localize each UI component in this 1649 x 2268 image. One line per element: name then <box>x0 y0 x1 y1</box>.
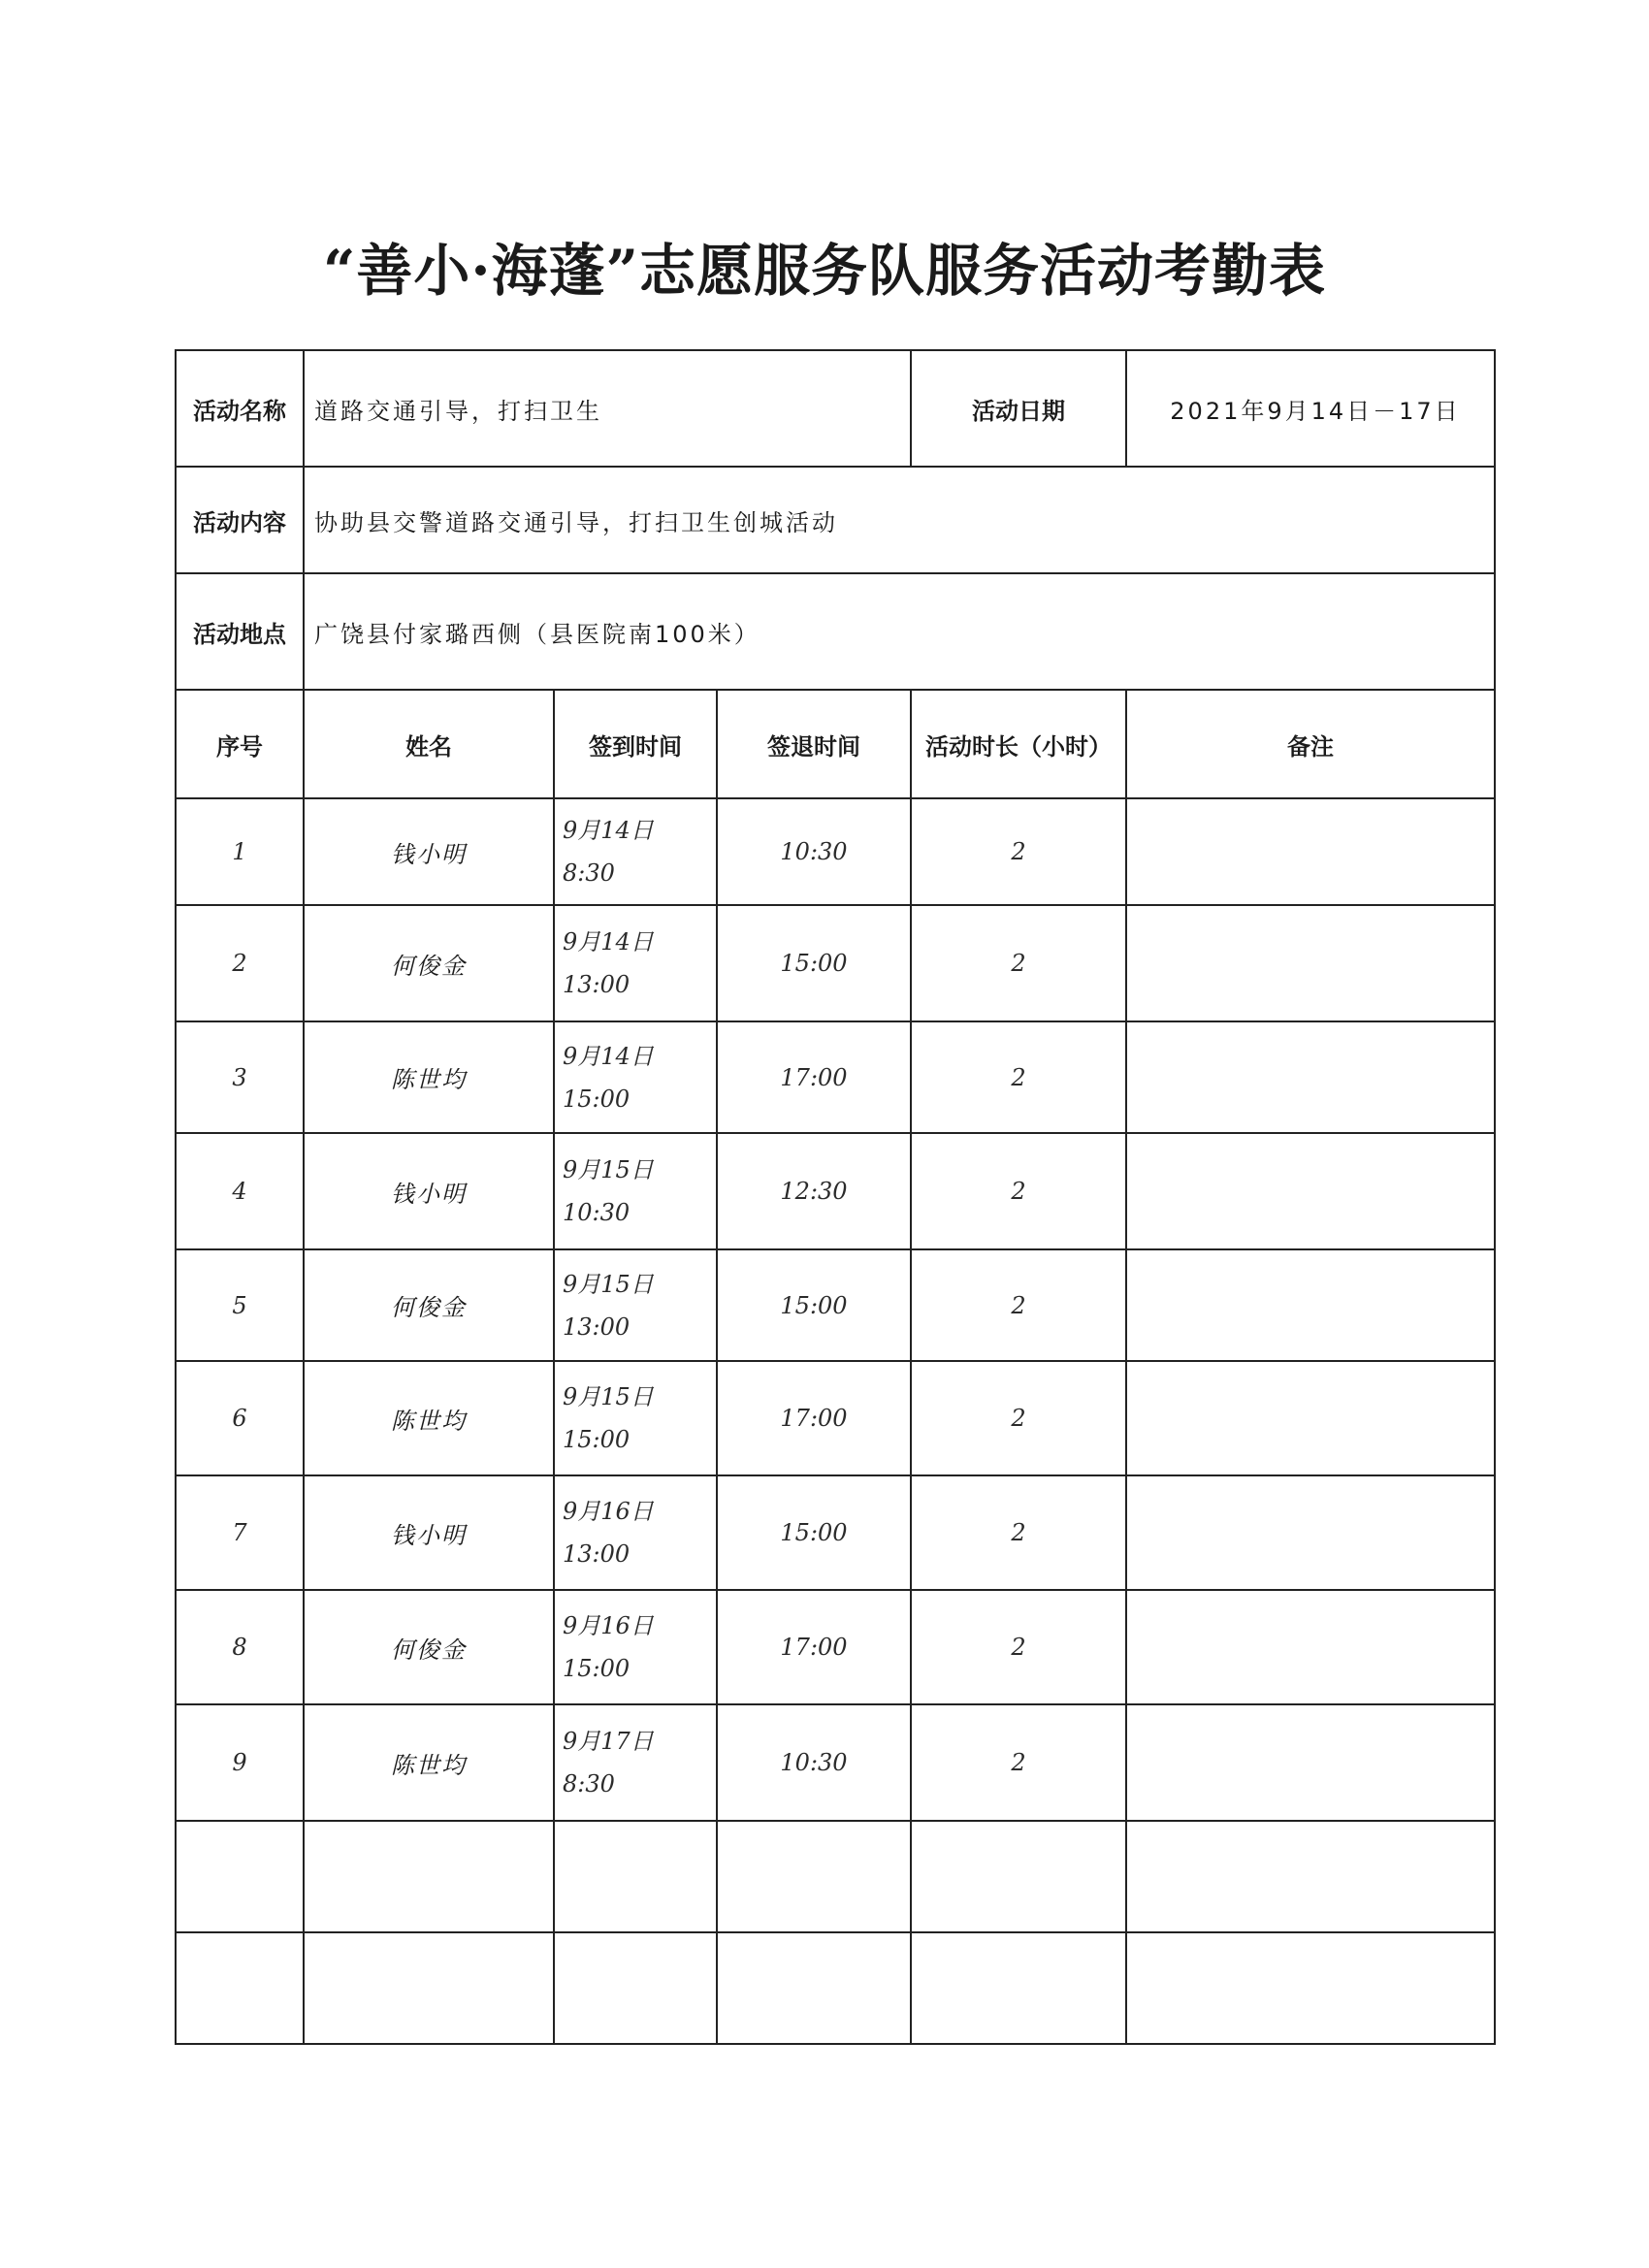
empty-cell <box>304 1932 554 2044</box>
row-checkin-date: 9月15日 <box>563 1156 654 1183</box>
row-remarks <box>1126 1590 1495 1704</box>
header-seq: 序号 <box>176 690 304 798</box>
row-checkout: 17:00 <box>717 1021 911 1133</box>
row-remarks <box>1126 1704 1495 1821</box>
row-duration: 2 <box>911 1475 1126 1590</box>
row-checkin <box>554 1249 717 1361</box>
table-row <box>176 1133 1495 1249</box>
table-row <box>176 1475 1495 1590</box>
row-duration: 2 <box>911 1133 1126 1249</box>
row-checkout: 15:00 <box>717 1475 911 1590</box>
row-checkin-date: 9月16日 <box>563 1612 654 1639</box>
activity-content-row <box>176 467 1495 573</box>
row-checkin-time: 15:00 <box>563 1085 630 1113</box>
row-checkin-time: 13:00 <box>563 1540 630 1568</box>
row-checkin <box>554 1475 717 1590</box>
header-name: 姓名 <box>304 690 554 798</box>
row-seq: 9 <box>176 1704 304 1821</box>
row-checkin-time: 15:00 <box>563 1655 630 1682</box>
row-seq: 8 <box>176 1590 304 1704</box>
empty-row <box>176 1821 1495 1932</box>
empty-cell <box>176 1821 304 1932</box>
row-duration: 2 <box>911 1021 1126 1133</box>
empty-cell <box>554 1932 717 2044</box>
activity-name-row <box>176 350 1495 467</box>
row-name-signature: 何俊金 <box>304 1590 554 1704</box>
row-checkout: 17:00 <box>717 1361 911 1475</box>
row-seq: 6 <box>176 1361 304 1475</box>
activity-content-value: 协助县交警道路交通引导，打扫卫生创城活动 <box>304 467 1495 573</box>
row-name-signature: 钱小明 <box>304 1133 554 1249</box>
row-checkout: 15:00 <box>717 1249 911 1361</box>
row-remarks <box>1126 1021 1495 1133</box>
activity-location-label: 活动地点 <box>176 573 304 690</box>
row-checkout: 17:00 <box>717 1590 911 1704</box>
activity-name-label: 活动名称 <box>176 350 304 467</box>
row-checkout: 10:30 <box>717 1704 911 1821</box>
row-checkin <box>554 1361 717 1475</box>
row-checkin <box>554 1704 717 1821</box>
row-duration: 2 <box>911 1361 1126 1475</box>
row-checkin <box>554 1021 717 1133</box>
row-checkin-date: 9月15日 <box>563 1383 654 1410</box>
row-name-signature: 陈世均 <box>304 1021 554 1133</box>
row-checkin <box>554 798 717 905</box>
row-checkin-time: 13:00 <box>563 971 630 998</box>
row-checkin-date: 9月14日 <box>563 1042 654 1070</box>
header-remarks: 备注 <box>1126 690 1495 798</box>
empty-cell <box>911 1932 1126 2044</box>
empty-cell <box>717 1932 911 2044</box>
row-remarks <box>1126 1361 1495 1475</box>
row-duration: 2 <box>911 1249 1126 1361</box>
empty-cell <box>304 1821 554 1932</box>
row-checkin <box>554 1590 717 1704</box>
activity-name-value: 道路交通引导，打扫卫生 <box>304 350 911 467</box>
empty-cell <box>1126 1932 1495 2044</box>
row-duration: 2 <box>911 1704 1126 1821</box>
row-name-signature: 何俊金 <box>304 1249 554 1361</box>
row-remarks <box>1126 1475 1495 1590</box>
empty-row <box>176 1932 1495 2044</box>
row-checkin-time: 13:00 <box>563 1312 630 1341</box>
row-name-signature: 钱小明 <box>304 798 554 905</box>
row-checkin-time: 8:30 <box>563 1770 615 1798</box>
table-row <box>176 1361 1495 1475</box>
activity-content-label: 活动内容 <box>176 467 304 573</box>
table-row <box>176 1021 1495 1133</box>
header-row <box>176 690 1495 798</box>
row-checkin <box>554 1133 717 1249</box>
row-remarks <box>1126 1249 1495 1361</box>
row-duration: 2 <box>911 905 1126 1021</box>
row-checkin-date: 9月15日 <box>563 1270 654 1298</box>
empty-cell <box>554 1821 717 1932</box>
table-row <box>176 1590 1495 1704</box>
row-checkin <box>554 905 717 1021</box>
row-name-signature: 何俊金 <box>304 905 554 1021</box>
row-name-signature: 陈世均 <box>304 1704 554 1821</box>
empty-cell <box>911 1821 1126 1932</box>
row-checkin-date: 9月14日 <box>563 817 654 844</box>
row-name-signature: 钱小明 <box>304 1475 554 1590</box>
page-title: “善小·海蓬”志愿服务队服务活动考勤表 <box>323 238 1326 304</box>
table-row <box>176 1249 1495 1361</box>
row-checkin-date: 9月14日 <box>563 928 654 956</box>
row-checkin-date: 9月16日 <box>563 1498 654 1525</box>
empty-cell <box>1126 1821 1495 1932</box>
row-remarks <box>1126 1133 1495 1249</box>
activity-date-label: 活动日期 <box>911 350 1126 467</box>
activity-location-value: 广饶县付家璐西侧（县医院南100米） <box>304 573 1495 690</box>
attendance-table <box>175 349 1496 2045</box>
row-checkin-date: 9月17日 <box>563 1728 654 1755</box>
row-checkin-time: 8:30 <box>563 859 615 887</box>
table-row <box>176 1704 1495 1821</box>
row-duration: 2 <box>911 798 1126 905</box>
row-seq: 1 <box>176 798 304 905</box>
row-seq: 2 <box>176 905 304 1021</box>
row-checkin-time: 15:00 <box>563 1426 630 1453</box>
row-checkout: 12:30 <box>717 1133 911 1249</box>
row-seq: 4 <box>176 1133 304 1249</box>
empty-cell <box>176 1932 304 2044</box>
header-checkout: 签退时间 <box>717 690 911 798</box>
row-remarks <box>1126 798 1495 905</box>
row-checkout: 10:30 <box>717 798 911 905</box>
row-remarks <box>1126 905 1495 1021</box>
row-name-signature: 陈世均 <box>304 1361 554 1475</box>
row-seq: 7 <box>176 1475 304 1590</box>
row-seq: 3 <box>176 1021 304 1133</box>
empty-cell <box>717 1821 911 1932</box>
table-row <box>176 905 1495 1021</box>
header-checkin: 签到时间 <box>554 690 717 798</box>
activity-location-row <box>176 573 1495 690</box>
row-checkout: 15:00 <box>717 905 911 1021</box>
table-row <box>176 798 1495 905</box>
row-seq: 5 <box>176 1249 304 1361</box>
row-checkin-time: 10:30 <box>563 1199 630 1226</box>
activity-date-value: 2021年9月14日－17日 <box>1126 350 1495 467</box>
header-duration: 活动时长（小时） <box>911 690 1126 798</box>
row-duration: 2 <box>911 1590 1126 1704</box>
